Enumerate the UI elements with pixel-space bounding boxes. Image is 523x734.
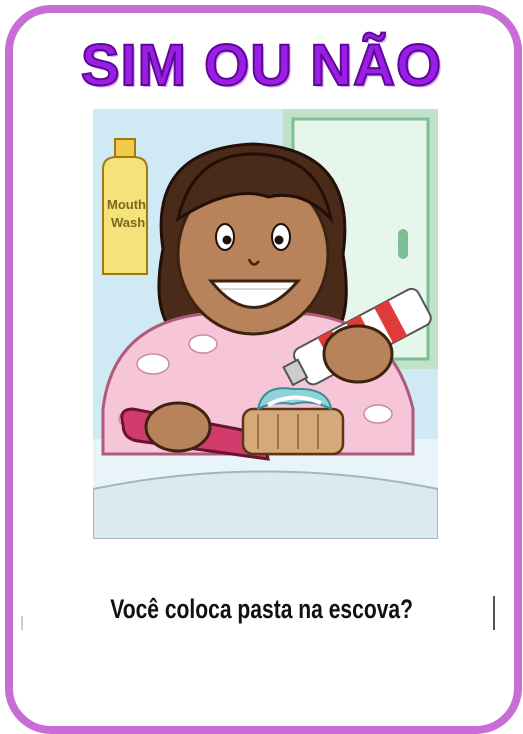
right-hand bbox=[324, 326, 392, 382]
bottle-cap bbox=[115, 139, 135, 157]
question-text: Você coloca pasta na escova? bbox=[110, 594, 414, 624]
right-edge-mark bbox=[493, 596, 495, 630]
bottle-label-line2: Wash bbox=[111, 215, 146, 230]
card-title: SIM OU NÃO bbox=[80, 33, 443, 98]
left-edge-mark bbox=[21, 616, 23, 630]
illustration bbox=[93, 109, 438, 539]
girl-brushing-teeth-drawing bbox=[93, 109, 438, 539]
bottle-label-line1: Mouth bbox=[107, 197, 146, 212]
left-hand bbox=[146, 403, 210, 451]
cabinet-handle bbox=[398, 229, 408, 259]
sink bbox=[93, 472, 438, 540]
